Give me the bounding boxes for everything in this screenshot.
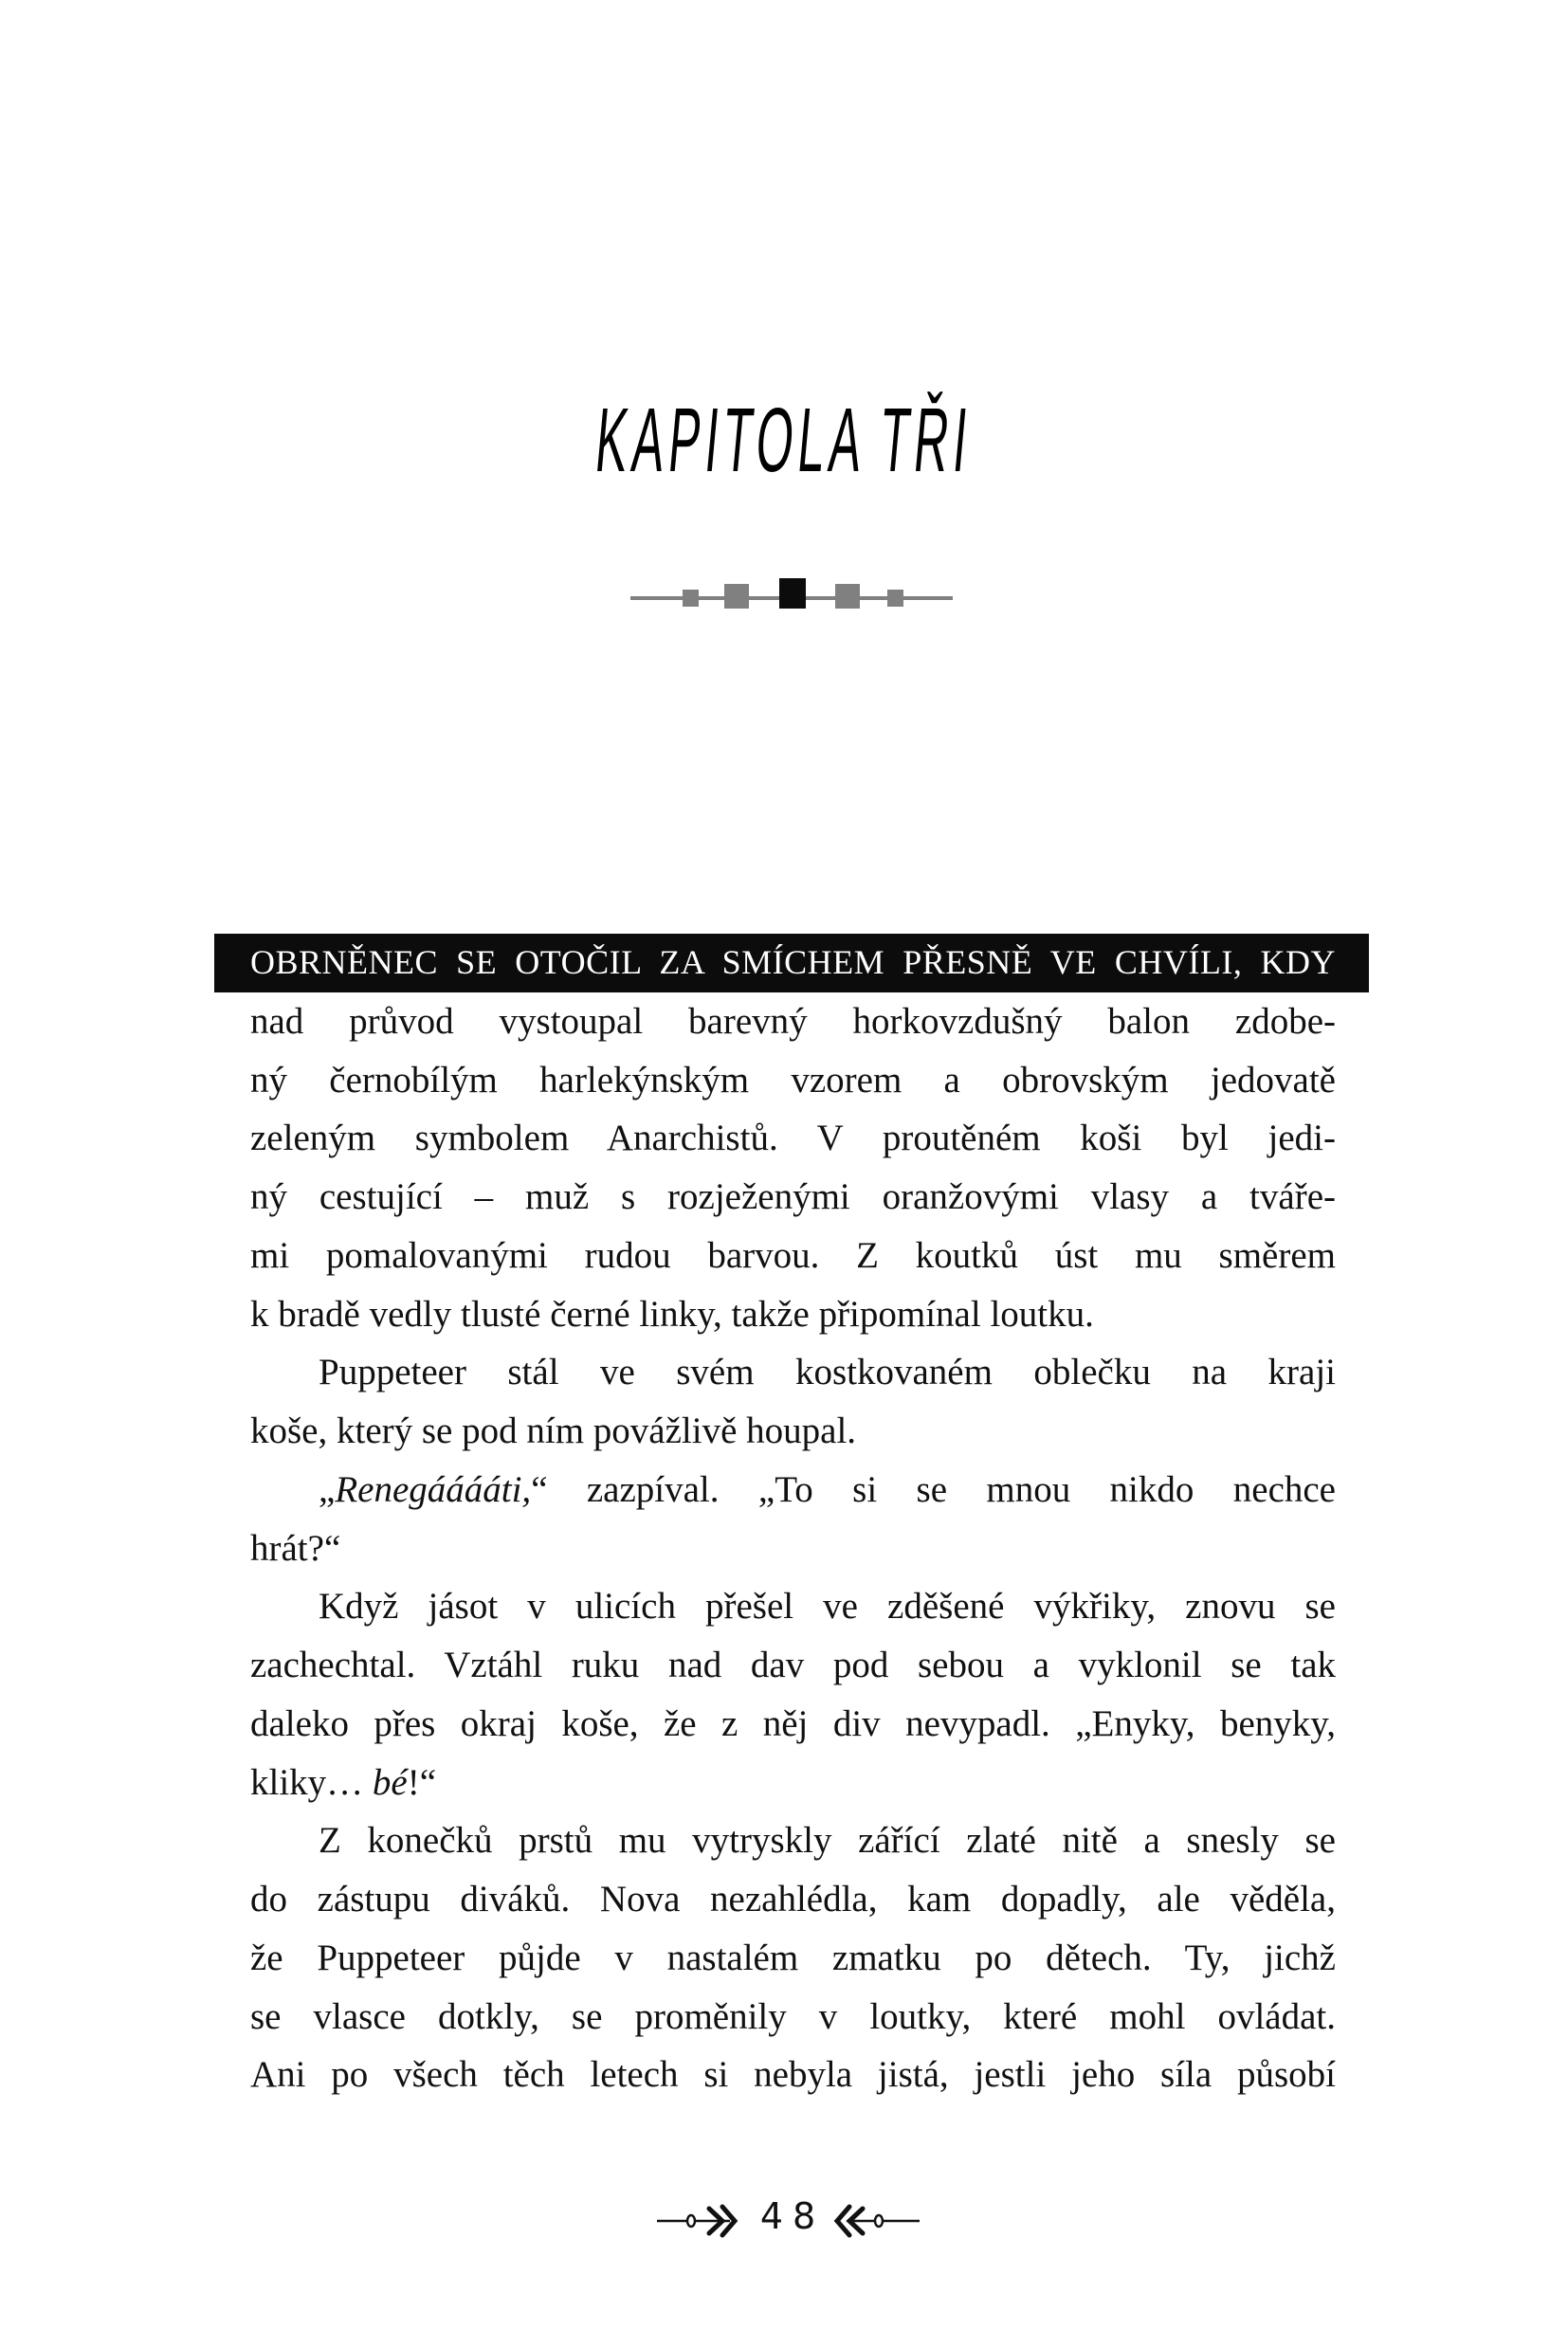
text-line (250, 1402, 1336, 1461)
text-line (250, 1051, 1336, 1110)
text-line (250, 2046, 1336, 2104)
text-segment: Ani po všech těch letech si nebyla jistá, jestli jeho síla působí (250, 2054, 1336, 2096)
text-line (250, 1870, 1336, 1929)
text-segment: hrát?“ (250, 1527, 341, 1569)
body-text (250, 934, 1336, 2104)
text-line (250, 1343, 1336, 1402)
chapter-title-text: KAPITOLA TŘI (592, 390, 977, 491)
text-line (250, 1227, 1336, 1285)
text-segment: mi pomalovanými rudou barvou. Z koutků úst mu směrem (250, 1234, 1336, 1276)
text-line (250, 1519, 1336, 1578)
text-segment: zachechtal. Vztáhl ruku nad dav pod sebou a vyklonil se tak (250, 1645, 1336, 1685)
text-line (250, 1988, 1336, 2047)
text-segment: „ (319, 1468, 336, 1510)
chapter-ornament-divider (0, 0, 1568, 664)
text-line (250, 992, 1336, 1051)
opening-line-highlight (214, 934, 1369, 992)
text-segment: zeleným symbolem Anarchistů. V proutěném koši byl jedi- (250, 1118, 1336, 1159)
text-segment: do zástupu diváků. Nova nezahlédla, kam dopadly, ale věděla, (250, 1879, 1336, 1920)
text-segment: daleko přes okraj koše, že z něj div nevypadl. „Enyky, benyky, (250, 1702, 1336, 1744)
text-line (250, 1577, 1336, 1636)
text-segment: “ zazpíval. „To si se mnou nikdo nechce (531, 1468, 1336, 1510)
text-line (250, 1109, 1336, 1168)
text-segment: Puppeteer stál ve svém kostkovaném oblečku na kraji (319, 1352, 1336, 1393)
text-segment: k bradě vedly tlusté černé linky, takže připomínal loutku. (250, 1293, 1094, 1335)
text-segment: že Puppeteer půjde v nastalém zmatku po dětech. Ty, jichž (250, 1937, 1336, 1978)
text-segment: Když jásot v ulicích přešel ve zděšené výkřiky, znovu se (319, 1586, 1336, 1628)
text-line (250, 1811, 1336, 1870)
text-segment: nad průvod vystoupal barevný horkovzdušný balon zdobe- (250, 1000, 1336, 1042)
page-number: 48 (759, 2195, 826, 2237)
text-segment: kliky… (250, 1761, 373, 1803)
text-segment: OBRNĚNEC SE OTOČIL ZA SMÍCHEM PŘESNĚ VE CHVÍLI, KDY (250, 943, 1336, 981)
text-segment: se vlasce dotkly, se proměnily v loutky, které mohl ovládat. (250, 1995, 1336, 2037)
text-line (250, 1754, 1336, 1812)
text-segment: !“ (407, 1761, 437, 1803)
text-line (250, 1168, 1336, 1227)
italic-text: Renegááááti, (335, 1468, 532, 1510)
text-segment: ný cestující – muž s rozježenými oranžovými vlasy a tváře- (250, 1176, 1336, 1217)
text-line (250, 1695, 1336, 1754)
text-line (250, 1636, 1336, 1695)
italic-text: bé (372, 1761, 408, 1803)
text-line (250, 1285, 1336, 1344)
text-line (250, 1461, 1336, 1519)
text-segment: Z konečků prstů mu vytryskly zářící zlaté nitě a snesly se (319, 1820, 1336, 1862)
text-segment: koše, který se pod ním povážlivě houpal. (250, 1410, 857, 1451)
text-line (250, 1929, 1336, 1988)
text-segment: ný černobílým harlekýnským vzorem a obrovským jedovatě (250, 1059, 1336, 1101)
